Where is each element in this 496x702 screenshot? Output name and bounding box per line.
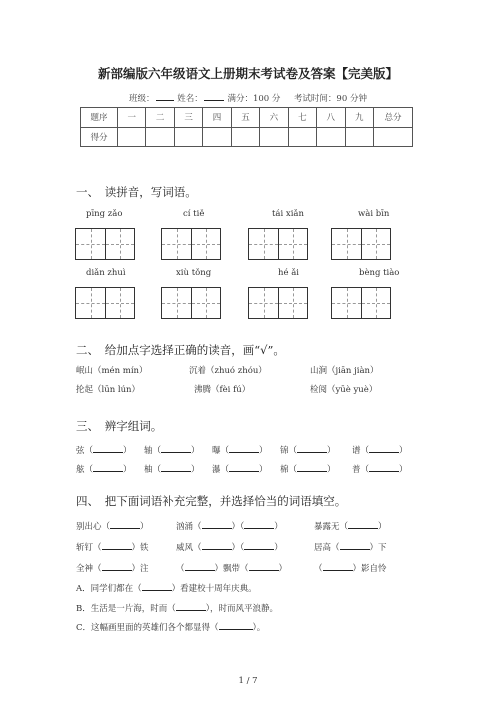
name-blank[interactable] xyxy=(204,92,224,101)
score-header-cell: 九 xyxy=(345,108,374,128)
answer-blank[interactable] xyxy=(249,561,279,571)
writing-grid[interactable] xyxy=(161,228,221,260)
answer-blank[interactable] xyxy=(102,561,132,571)
reading-option[interactable]: 沉着（zhuó zhóu） xyxy=(189,366,267,376)
word-group-item: 轴（ ） xyxy=(144,443,200,456)
score-cell[interactable] xyxy=(174,127,202,147)
score-header-cell: 六 xyxy=(260,108,288,128)
answer-blank[interactable] xyxy=(219,620,253,630)
word-group-item: 柚（ ） xyxy=(144,462,200,475)
score-cell[interactable] xyxy=(288,127,316,147)
writing-grid[interactable] xyxy=(331,287,391,319)
reading-option[interactable]: 抡起（lūn lún） xyxy=(76,385,141,395)
class-label: 班级： xyxy=(129,94,155,104)
writing-grid[interactable] xyxy=(75,228,135,260)
pinyin-label: wài bīn xyxy=(358,209,390,219)
word-group-item: 弦（ ） xyxy=(76,443,132,456)
full-score: 满分：100 分 xyxy=(227,94,281,104)
score-row-label: 得分 xyxy=(81,127,118,147)
fill-sentence-a: A．同学们都在（ ）看建校十周年庆典。 xyxy=(76,581,257,594)
idiom-item: 别出心（ ） xyxy=(76,519,149,532)
score-table xyxy=(80,107,413,147)
section4-heading: 四、 把下面词语补充完整，并选择恰当的词语填空。 xyxy=(76,494,347,508)
score-table-header-row xyxy=(81,108,413,128)
answer-blank[interactable] xyxy=(93,462,123,472)
answer-blank[interactable] xyxy=(340,540,370,550)
section2-heading: 二、 给加点字选择正确的读音，画“√”。 xyxy=(76,343,285,357)
word-group-item: 普（ ） xyxy=(352,462,408,475)
idiom-item: 居高（ ）下 xyxy=(314,540,387,553)
idiom-item: （ ）影自怜 xyxy=(314,561,387,574)
idiom-item: 暴露无（ ） xyxy=(314,519,387,532)
answer-blank[interactable] xyxy=(297,443,327,453)
score-header-cell: 三 xyxy=(174,108,202,128)
pinyin-label: diǎn zhuì xyxy=(86,268,126,278)
answer-blank[interactable] xyxy=(244,540,274,550)
pinyin-label: xiù tǒng xyxy=(176,268,212,278)
writing-grid[interactable] xyxy=(248,287,308,319)
score-header-cell: 总分 xyxy=(374,108,413,128)
writing-grid[interactable] xyxy=(248,228,308,260)
answer-blank[interactable] xyxy=(176,601,206,611)
score-header-cell: 题序 xyxy=(81,108,118,128)
page-title: 新部编版六年级语文上册期末考试卷及答案【完美版】 xyxy=(97,66,398,81)
score-cell[interactable] xyxy=(146,127,174,147)
score-header-cell: 二 xyxy=(146,108,174,128)
idiom-item: 威风（ ）（ ） xyxy=(176,540,283,553)
fill-sentence-c: C．这幅画里面的英雄们各个都显得（ ）。 xyxy=(76,620,265,633)
score-cell[interactable] xyxy=(118,127,146,147)
fill-sentence-b: B．生活是一片海，时而（ ），时而风平浪静。 xyxy=(76,601,278,614)
score-header-cell: 四 xyxy=(203,108,231,128)
score-cell[interactable] xyxy=(260,127,288,147)
answer-blank[interactable] xyxy=(110,519,140,529)
score-header-cell: 八 xyxy=(317,108,345,128)
pinyin-label: bèng tiào xyxy=(359,268,400,278)
answer-blank[interactable] xyxy=(93,443,123,453)
score-cell[interactable] xyxy=(203,127,231,147)
answer-blank[interactable] xyxy=(229,462,259,472)
idiom-item: 全神（ ）注 xyxy=(76,561,149,574)
score-cell[interactable] xyxy=(317,127,345,147)
score-table-score-row xyxy=(81,127,413,147)
word-group-item: 曝（ ） xyxy=(212,443,268,456)
pinyin-label: pīng zǎo xyxy=(86,209,123,219)
answer-blank[interactable] xyxy=(229,443,259,453)
answer-blank[interactable] xyxy=(369,462,399,472)
score-header-cell: 五 xyxy=(231,108,259,128)
answer-blank[interactable] xyxy=(142,581,172,591)
idiom-item: 斩钉（ ）铁 xyxy=(76,540,149,553)
class-blank[interactable] xyxy=(156,92,174,101)
answer-blank[interactable] xyxy=(185,561,215,571)
pinyin-label: tái xiǎn xyxy=(272,209,304,219)
answer-blank[interactable] xyxy=(102,540,132,550)
exam-info xyxy=(0,92,496,104)
reading-option[interactable]: 检阅（yūè yuè） xyxy=(310,385,378,395)
writing-grid[interactable] xyxy=(331,228,391,260)
writing-grid[interactable] xyxy=(75,287,135,319)
answer-blank[interactable] xyxy=(323,561,353,571)
score-header-cell: 一 xyxy=(118,108,146,128)
pinyin-label: cí tiě xyxy=(183,209,205,219)
idiom-item: （ ）飘带（ ） xyxy=(176,561,287,574)
answer-blank[interactable] xyxy=(161,462,191,472)
exam-time: 考试时间：90 分钟 xyxy=(293,94,367,104)
word-group-item: 瀑（ ） xyxy=(212,462,268,475)
section3-heading: 三、 辨字组词。 xyxy=(76,419,163,433)
word-group-item: 谱（ ） xyxy=(352,443,408,456)
answer-blank[interactable] xyxy=(161,443,191,453)
score-cell[interactable] xyxy=(345,127,374,147)
section1-heading: 一、 读拼音，写词语。 xyxy=(76,185,197,199)
word-group-item: 舷（ ） xyxy=(76,462,132,475)
name-label: 姓名： xyxy=(177,94,203,104)
word-group-item: 锦（ ） xyxy=(280,443,336,456)
answer-blank[interactable] xyxy=(297,462,327,472)
answer-blank[interactable] xyxy=(369,443,399,453)
answer-blank[interactable] xyxy=(202,519,232,529)
reading-option[interactable]: 沸腾（fèi fú） xyxy=(194,385,251,395)
reading-option[interactable]: 岷山（mén mín） xyxy=(76,366,148,376)
score-cell[interactable] xyxy=(374,127,413,147)
answer-blank[interactable] xyxy=(244,519,274,529)
answer-blank[interactable] xyxy=(202,540,232,550)
page-number: 1 / 7 xyxy=(238,676,258,686)
reading-option[interactable]: 山涧（jiān jiàn） xyxy=(310,366,379,376)
idiom-item: 汹涌（ ）（ ） xyxy=(176,519,283,532)
score-header-cell: 七 xyxy=(288,108,316,128)
writing-grid[interactable] xyxy=(161,287,221,319)
score-cell[interactable] xyxy=(231,127,259,147)
pinyin-label: hé ǎi xyxy=(278,268,299,278)
answer-blank[interactable] xyxy=(348,519,378,529)
word-group-item: 棉（ ） xyxy=(280,462,336,475)
